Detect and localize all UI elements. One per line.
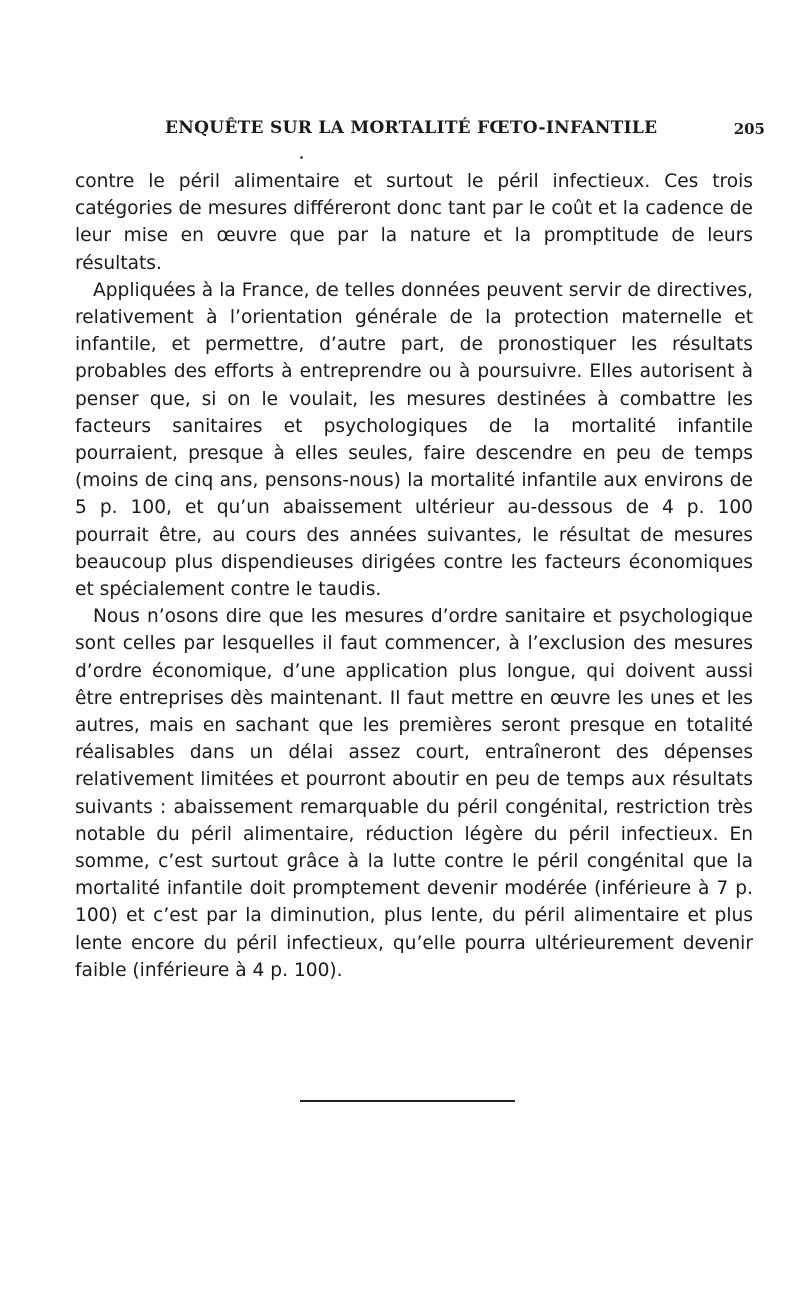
print-speck: [300, 156, 303, 159]
paragraph: Nous n’osons dire que les mesures d’ordre sanitaire et psychologique sont celles par lesquelles il faut commencer, à l’exclusion des mesures d’ordre économique, d’une application plus longue, qui doivent aussi être entreprises dès maintenant. Il faut mettre en œuvre les unes et les autres, mais en sachant que les premières seront presque en totalité réalisables dans un délai assez court, entraîneront des dépenses relativement limitées et pourront aboutir en peu de temps aux résultats suivants : abaissement remarquable du péril congénital, restriction très notable du péril alimentaire, réduction légère du péril infectieux. En somme, c’est surtout grâce à la lutte contre le péril congénital que la mortalité infantile doit promptement devenir modérée (inférieure à 7 p. 100) et c’est par la diminution, plus lente, du péril alimentaire et plus lente encore du péril infectieux, qu’elle pourra ultérieurement devenir faible (inférieure à 4 p. 100).: [75, 606, 753, 981]
paragraph: contre le péril alimentaire et surtout le péril infectieux. Ces trois catégories de mesures différeront donc tant par le coût et la cadence de leur mise en œuvre que par la nature et la promptitude de leurs résultats.: [75, 171, 753, 274]
running-head: [75, 118, 765, 144]
end-rule: [300, 1100, 515, 1102]
running-title: ENQUÊTE SUR LA MORTALITÉ FŒTO-INFANTILE: [165, 118, 658, 138]
paragraph: Appliquées à la France, de telles données peuvent servir de directives, relativement à l’orientation générale de la protection maternelle et infantile, et permettre, d’autre part, de pronostiquer les résultats probables des efforts à entreprendre ou à poursuivre. Elles autorisent à penser que, si on le voulait, les mesures destinées à combattre les facteurs sanitaires et psychologiques de la mortalité infantile pourraient, presque à elles seules, faire descendre en peu de temps (moins de cinq ans, pensons-nous) la mortalité infantile aux environs de 5 p. 100, et qu’un abaissement ultérieur au-dessous de 4 p. 100 pourrait être, au cours des années suivantes, le résultat de mesures beaucoup plus dispendieuses dirigées contre les facteurs économiques et spécialement contre le taudis.: [75, 279, 753, 601]
body-text: [75, 168, 753, 984]
page-number: 205: [733, 120, 765, 138]
